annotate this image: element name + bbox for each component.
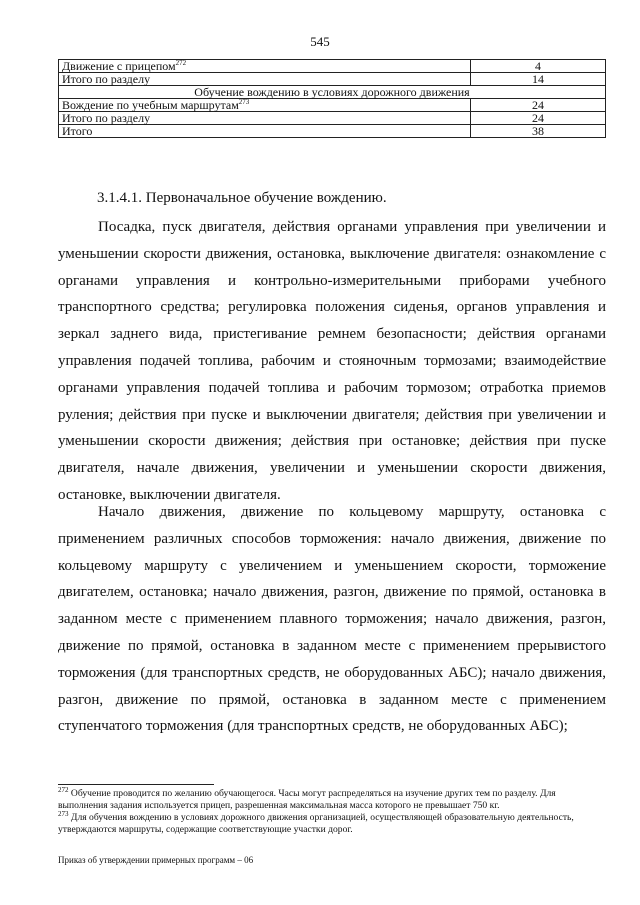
row-hours: 24: [471, 99, 606, 112]
footnote-mark: 272: [58, 785, 69, 794]
footnote-mark: 273: [58, 809, 69, 818]
table-row: [59, 99, 606, 112]
footnote-ref: 272: [175, 59, 187, 67]
row-label: Итого по разделу: [59, 73, 471, 86]
table-row: [59, 125, 606, 138]
row-label: [59, 60, 471, 73]
section-title: Обучение вождению в условиях дорожного движения: [59, 86, 606, 99]
document-footer: Приказ об утверждении примерных программ – 06: [58, 855, 254, 865]
row-label: Итого: [59, 125, 471, 138]
section-heading: 3.1.4.1. Первоначальное обучение вождению.: [97, 190, 387, 206]
row-label: [59, 99, 471, 112]
row-hours: 14: [471, 73, 606, 86]
footnote-divider: [58, 784, 214, 785]
footnote: [58, 785, 606, 812]
row-hours: 38: [471, 125, 606, 138]
footnote-ref: 273: [238, 98, 250, 106]
table-row: [59, 60, 606, 73]
table-row: [59, 112, 606, 125]
footnote: [58, 809, 606, 836]
row-hours: 4: [471, 60, 606, 73]
footnote-text: Обучение проводится по желанию обучающегося. Часы могут распределяться на изучение других тем по разделу. Для выполнения задания используется прицеп, разрешенная максимальная масса которого не превышает 750 кг.: [58, 788, 556, 811]
hours-table: [58, 59, 606, 138]
row-label: Итого по разделу: [59, 112, 471, 125]
table-row: [59, 73, 606, 86]
row-label-text: Движение с прицепом: [62, 59, 176, 73]
page-number: 545: [310, 34, 330, 49]
paragraph: Посадка, пуск двигателя, действия органами управления при увеличении и уменьшении скорости движения, остановка, выключение двигателя: ознакомление с органами управления и контрольно-измерительными приборами учебного транспортного средства; регулировка положения сиденья, органов управления и зеркал заднего вида, пристегивание ремнем безопасности; действия органами управления подачей топлива, рабочим и стояночным тормозами; взаимодействие органами управления подачей топлива и рабочим тормозом; отработка приемов руления; действия при пуске и выключении двигателя; действия при увеличении и уменьшении скорости движения; действия при остановке; действия при пуске двигателя, начале движения, увеличении и уменьшении скорости движения, остановке, выключении двигателя.: [58, 219, 606, 503]
row-hours: 24: [471, 112, 606, 125]
table-section-row: [59, 86, 606, 99]
footnotes: [58, 785, 606, 836]
footnote-text: Для обучения вождению в условиях дорожного движения организацией, осуществляющей образовательную деятельность, утверждаются маршруты, содержащие соответствующие участки дорог.: [58, 812, 574, 835]
paragraph: Начало движения, движение по кольцевому маршруту, остановка с применением различных способов торможения: начало движения, движение по кольцевому маршруту с увеличением и уменьшением скорости, торможение двигателем, остановка; начало движения, разгон, движение по прямой, остановка в заданном месте с применением плавного торможения; начало движения, разгон, движение по прямой, остановка в заданном месте с применением прерывистого торможения (для транспортных средств, не оборудованных АБС); начало движения, разгон, движение по прямой, остановка в заданном месте с применением ступенчатого торможения (для транспортных средств, не оборудованных АБС);: [58, 504, 606, 735]
row-label-text: Вождение по учебным маршрутам: [62, 98, 239, 112]
